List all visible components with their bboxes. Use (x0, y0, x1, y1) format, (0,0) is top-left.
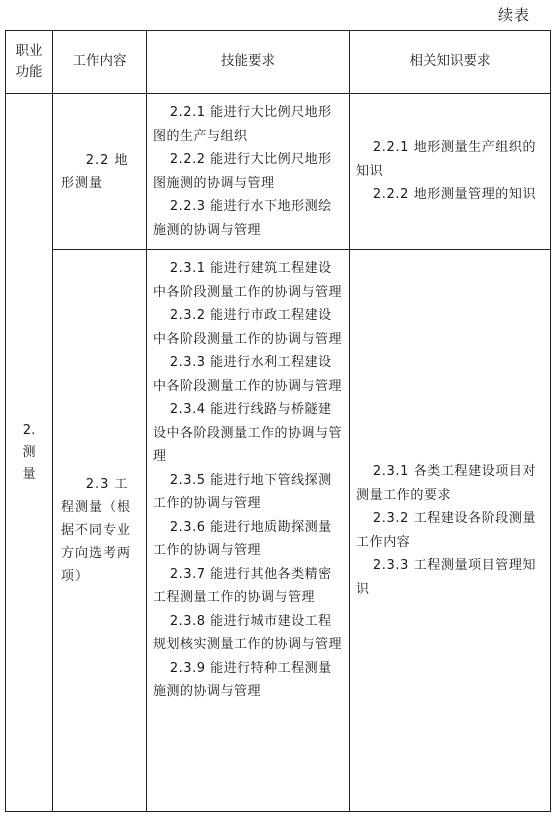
knowledge-cell (350, 94, 551, 250)
knowledge-cell (350, 250, 551, 812)
header-skills: 技能要求 (147, 31, 350, 94)
content-cell: 2.3 工程测量（根据不同专业方向选考两项） (53, 250, 147, 812)
header-function: 职业功能 (6, 31, 53, 94)
skill-item: 2.3.9 能进行特种工程测量施测的协调与管理 (153, 660, 332, 699)
table-header-row (6, 31, 551, 94)
skill-item: 2.3.1 能进行建筑工程建设中各阶段测量工作的协调与管理 (153, 261, 343, 300)
skill-item: 2.3.8 能进行城市建设工程规划核实测量工作的协调与管理 (153, 613, 343, 652)
skill-item: 2.2.2 能进行大比例尺地形图施测的协调与管理 (153, 152, 332, 191)
skill-item: 2.3.4 能进行线路与桥隧建设中各阶段测量工作的协调与管理 (153, 402, 343, 464)
skill-item: 2.2.3 能进行水下地形测绘施测的协调与管理 (153, 199, 332, 238)
skill-item: 2.3.7 能进行其他各类精密工程测量工作的协调与管理 (153, 566, 332, 605)
skill-item: 2.3.2 能进行市政工程建设中各阶段测量工作的协调与管理 (153, 308, 343, 347)
table-row (6, 250, 551, 812)
function-cell (6, 94, 53, 812)
knowledge-item: 2.2.1 地形测量生产组织的知识 (356, 140, 537, 179)
skill-item: 2.2.1 能进行大比例尺地形图的生产与组织 (153, 105, 332, 144)
knowledge-item: 2.3.2 工程建设各阶段测量工作内容 (356, 511, 537, 550)
knowledge-item: 2.2.2 地形测量管理的知识 (372, 187, 537, 203)
header-content: 工作内容 (53, 31, 147, 94)
skill-item: 2.3.5 能进行地下管线探测工作的协调与管理 (153, 472, 332, 511)
header-knowledge: 相关知识要求 (350, 31, 551, 94)
knowledge-item: 2.3.1 各类工程建设项目对测量工作的要求 (356, 464, 537, 503)
skills-cell (147, 94, 350, 250)
skills-table (5, 30, 551, 812)
table-row (6, 94, 551, 250)
skill-item: 2.3.6 能进行地质勘探测量工作的协调与管理 (153, 519, 332, 558)
content-cell: 2.2 地形测量 (53, 94, 147, 250)
knowledge-item: 2.3.3 工程测量项目管理知识 (356, 558, 537, 597)
function-label: 2. 测量 (22, 422, 36, 482)
continued-label: 续表 (497, 6, 530, 24)
skill-item: 2.3.3 能进行水利工程建设中各阶段测量工作的协调与管理 (153, 355, 343, 394)
skills-cell (147, 250, 350, 812)
